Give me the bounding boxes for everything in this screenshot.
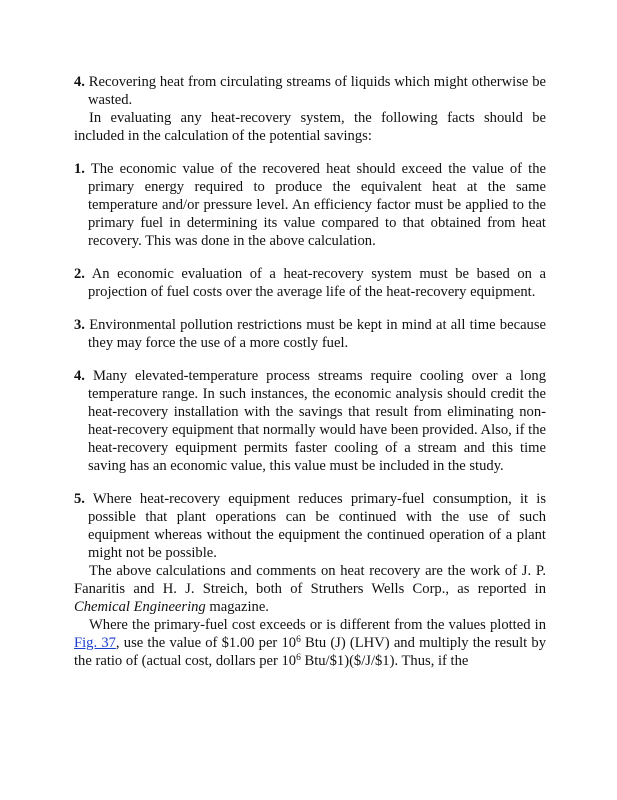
final-text-2: , use the value of $1.00 per 10 [115, 635, 297, 651]
credit-paragraph [74, 562, 546, 616]
item-text: Many elevated-temperature process streams require cooling over a long temperature range. In such instances, the economic analysis should credit the heat-recovery installation with the savings that result from eliminating non-heat-recovery equipment that normally would have been provided. Also, if the heat-recovery equipment permits faster cooling of a stream and this time saving has an economic value, this value must be included in the study. [84, 368, 546, 474]
item-text: Environmental pollution restrictions must be kept in mind at all time because they may force the use of a more costly fuel. [84, 317, 546, 351]
fact-item-3 [74, 316, 546, 352]
credit-text-end: magazine. [205, 599, 269, 615]
final-text-4: Btu/$1)($/J/$1). Thus, if the [300, 653, 469, 669]
exponent-1: 6 [296, 635, 301, 645]
item-number: 3. [74, 317, 85, 333]
fact-item-5 [74, 490, 546, 562]
fact-item-4 [74, 367, 546, 475]
final-text-3: Btu (J) (LHV) and multiply the result by the ratio of (actual cost, dollars per 10 [74, 635, 547, 669]
item-text: Recovering heat from circulating streams of liquids which might otherwise be wasted. [84, 74, 546, 108]
item-number: 4. [74, 368, 85, 384]
item-number: 1. [74, 161, 85, 177]
item-number: 2. [74, 266, 85, 282]
magazine-title: Chemical Engineering [74, 599, 206, 615]
final-text-1: Where the primary-fuel cost exceeds or is different from the values plotted in [89, 617, 546, 633]
final-paragraph [74, 616, 546, 670]
list-item-top-4 [74, 73, 546, 109]
item-number: 4. [74, 74, 85, 90]
item-number: 5. [74, 491, 85, 507]
fact-item-2 [74, 265, 546, 301]
item-text: An economic evaluation of a heat-recovery system must be based on a projection of fuel costs over the average life of the heat-recovery equipment. [84, 266, 546, 300]
intro-paragraph: In evaluating any heat-recovery system, the following facts should be included in the calculation of the potential savings: [74, 110, 546, 144]
fact-item-1 [74, 160, 546, 250]
credit-text: The above calculations and comments on heat recovery are the work of J. P. Fanaritis and H. J. Streich, both of Struthers Wells Corp., as reported in [74, 563, 546, 597]
item-text: Where heat-recovery equipment reduces primary-fuel consumption, it is possible that plant operations can be continued with the use of such equipment whereas without the equipment the continued operation of a plant might not be possible. [84, 491, 546, 561]
figure-37-link[interactable]: Fig. 37 [74, 635, 116, 651]
page-content [74, 73, 546, 670]
exponent-2: 6 [296, 653, 301, 663]
item-text: The economic value of the recovered heat should exceed the value of the primary energy required to produce the equivalent heat at the same temperature and/or pressure level. An efficiency factor must be applied to the primary fuel in determining its value compared to that obtained from heat recovery. This was done in the above calculation. [84, 161, 546, 249]
